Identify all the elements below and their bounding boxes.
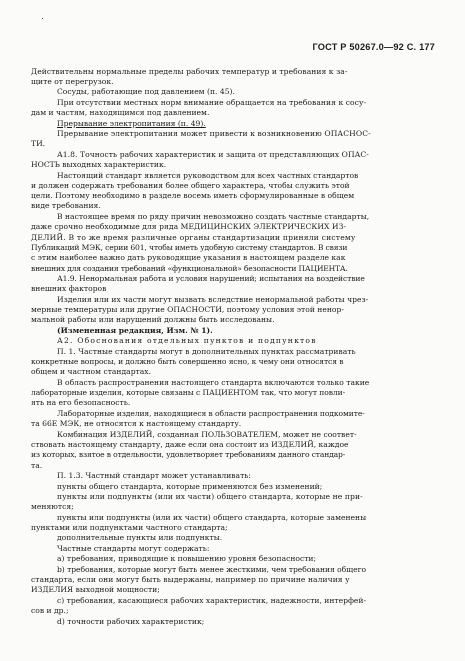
- text-line: та 66Е МЭК, не относятся к настоящему стандарту.: [31, 419, 242, 428]
- text-line: b) требования, которые могут быть менее жесткими, чем требования общего: [57, 565, 367, 574]
- text-line: Прерывание электропитания может привести к возникновению ОПАСНОС-: [57, 129, 371, 138]
- text-line: меняются;: [31, 502, 74, 511]
- text-line: даже срочно необходимые для ряда МЕДИЦИНСКИХ ЭЛЕКТРИЧЕСКИХ ИЗ-: [31, 222, 347, 231]
- text-line: А1.9. Ненормальная работа и условия нарушений; испытания на воздействие: [57, 274, 365, 283]
- text-line: внешних факторов: [31, 284, 107, 293]
- text-line: А1.8. Точность рабочих характеристик и защита от представляющих ОПАС-: [57, 150, 369, 159]
- text-line: ТИ.: [31, 139, 46, 148]
- text-line: Частные стандарты могут содержать:: [57, 544, 210, 553]
- section-subheading: Прерывание электропитания (п. 49).: [57, 119, 206, 128]
- text-line: мерные температуры или другие ОПАСНОСТИ, поэтому условия этой ненор-: [31, 305, 344, 314]
- text-line: Настоящий стандарт является руководством для всех частных стандартов: [57, 171, 359, 180]
- text-line: Лабораторные изделия, находящиеся в области распространения подкомите-: [57, 409, 365, 418]
- text-line: Публикаций МЭК, серии 601, чтобы иметь удобную систему стандартов. В связи: [31, 243, 348, 252]
- text-line: а) требования, приводящие к повышению уровня безопасности;: [57, 554, 317, 563]
- text-line: ять на его безопасность.: [31, 398, 131, 407]
- text-line: ИЗДЕЛИЯ выходной мощности;: [31, 585, 160, 594]
- text-line: с) требования, касающиеся рабочих характеристик, надежности, интерфей-: [57, 596, 367, 605]
- text-line: общем и частном стандартах.: [31, 367, 151, 376]
- text-line: Изделия или их части могут вызвать вследствие ненормальной работы чрез-: [57, 295, 369, 304]
- text-line: В область распространения настоящего стандарта включаются только такие: [57, 378, 370, 387]
- amendment-note: (Измененная редакция, Изм. № 1).: [57, 326, 213, 335]
- text-line: виде требования.: [31, 201, 101, 210]
- text-line: мальной работы или нарушений должны быть исследованы.: [31, 315, 275, 324]
- page-header: ГОСТ Р 50267.0—92 С. 177: [312, 42, 435, 52]
- text-line: Сосуды, работающие под давлением (п. 45).: [57, 87, 235, 96]
- text-line: и должен содержать требования более общего характера, чтобы служить этой: [31, 181, 350, 190]
- text-line: пункты или подпункты (или их части) общего стандарта, которые не при-: [57, 492, 363, 501]
- text-line: сов и др.;: [31, 606, 69, 615]
- text-line: НОСТЬ выходных характеристик.: [31, 160, 167, 169]
- text-line: цели. Поэтому необходимо в разделе восемь иметь сформулированные в общем: [31, 191, 355, 200]
- text-line: пункты общего стандарта, которые применяются без изменений;: [57, 482, 323, 491]
- text-line: из которых, взятое в отдельности, удовлетворяет требованиям данного стандар-: [31, 450, 346, 459]
- text-line: П. 1. Частные стандарты могут в дополнительных пунктах рассматривать: [57, 347, 356, 356]
- section-heading: А2. Обоснования отдельных пунктов и подпунктов: [57, 336, 317, 345]
- text-line: пунктами или подпунктами частного стандарта;: [31, 523, 228, 532]
- text-line: лабораторные изделия, которые связаны с ПАЦИЕНТОМ так, что могут повли-: [31, 388, 346, 397]
- scan-speck: [42, 18, 43, 19]
- text-line: Комбинация ИЗДЕЛИЙ, созданная ПОЛЬЗОВАТЕЛЕМ, может не соответ-: [57, 430, 357, 439]
- text-line: d) точности рабочих характеристик;: [57, 617, 205, 626]
- text-line: конкретные вопросы, и должно быть совершенно ясно, к чему они относятся в: [31, 357, 344, 366]
- text-line: внешних для создания требований «функциональной» безопасности ПАЦИЕНТА.: [31, 264, 348, 273]
- text-line: щите от перегрузок.: [31, 77, 114, 86]
- text-line: с этим наиболее важно дать руководящие указания в настоящем разделе как: [31, 253, 346, 262]
- text-line: та.: [31, 461, 43, 470]
- text-line: При отсутствии местных норм внимание обращается на требования к сосу-: [57, 98, 367, 107]
- text-line: дополнительные пункты или подпункты.: [57, 533, 223, 542]
- text-line: ствовать настоящему стандарту, даже если она состоит из ИЗДЕЛИЙ, каждое: [31, 440, 349, 449]
- text-line: П. 1.3. Частный стандарт может устанавливать:: [57, 471, 251, 480]
- text-line: стандарта, если они могут быть выдержаны, например по причине наличия у: [31, 575, 350, 584]
- text-line: пункты или подпункты (или их части) общего стандарта, которые заменены: [57, 513, 367, 522]
- text-line: Действительны нормальные пределы рабочих температур и требования к за-: [31, 67, 348, 76]
- text-line: ДЕЛИЙ. В то же время различные органы стандартизации приняли системy: [31, 233, 356, 242]
- text-line: дам и частям, находящимся под давлением.: [31, 108, 210, 117]
- text-line: В настоящее время по ряду причин невозможно создать частные стандарты,: [57, 212, 370, 221]
